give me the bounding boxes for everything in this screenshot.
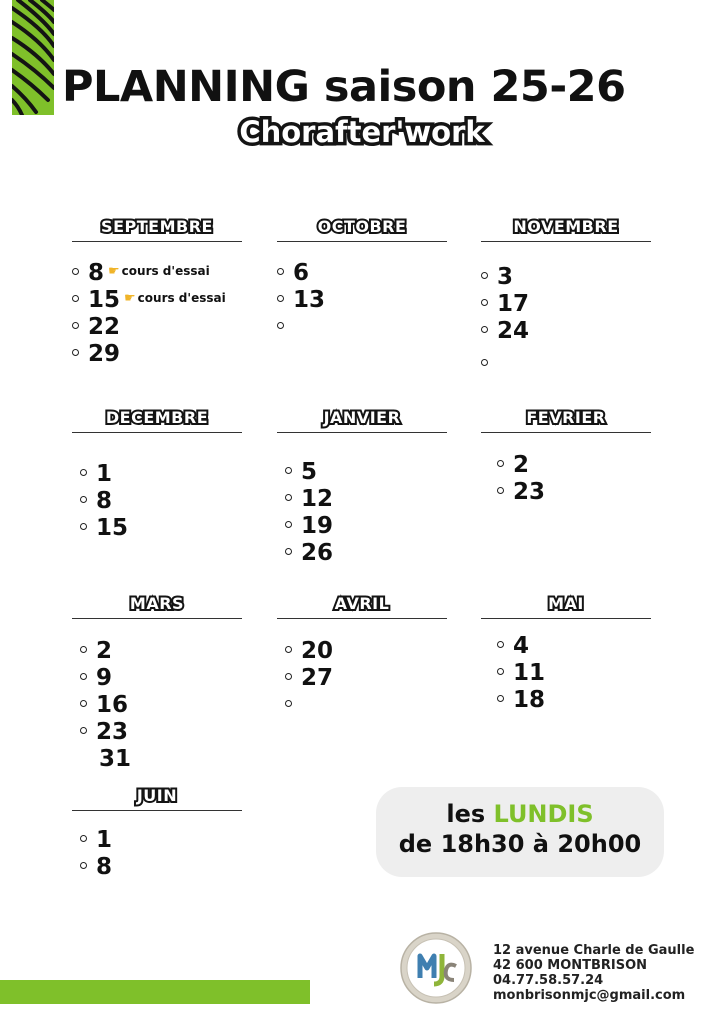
month-octobre xyxy=(277,216,447,341)
date-item: 1 xyxy=(80,461,242,488)
bullet-icon xyxy=(277,322,284,329)
date-item xyxy=(481,351,651,378)
date-item: 2 xyxy=(497,452,651,479)
bullet-icon xyxy=(497,487,504,494)
date-item: 18 xyxy=(497,687,651,714)
month-divider xyxy=(481,241,651,242)
date-list xyxy=(481,452,651,506)
month-fevrier xyxy=(481,407,651,506)
bullet-icon xyxy=(72,268,79,275)
month-mars xyxy=(72,593,242,773)
month-divider xyxy=(481,432,651,433)
page-subtitle: Chorafter'work xyxy=(239,115,485,149)
date-item: 24 xyxy=(481,318,651,345)
bullet-icon xyxy=(285,548,292,555)
date-item: 6 xyxy=(277,260,447,287)
bullet-icon xyxy=(80,700,87,707)
decorative-stripes-top xyxy=(12,0,54,115)
date-list xyxy=(72,461,242,542)
month-divider xyxy=(72,432,242,433)
phone-number: 04.77.58.57.24 xyxy=(493,973,604,988)
month-divider xyxy=(72,618,242,619)
month-divider xyxy=(277,618,447,619)
address-line-1: 12 avenue Charle de Gaulle xyxy=(493,943,695,958)
month-header: OCTOBRE xyxy=(317,217,407,236)
bullet-icon xyxy=(481,359,488,366)
bullet-icon xyxy=(285,494,292,501)
month-novembre xyxy=(481,216,651,378)
trial-note: ☛ cours d'essai xyxy=(124,291,226,306)
bullet-icon xyxy=(80,469,87,476)
date-item: 8 xyxy=(80,488,242,515)
bullet-icon xyxy=(481,272,488,279)
month-header: FEVRIER xyxy=(526,408,606,427)
date-item: 1 xyxy=(80,827,242,854)
contact-block xyxy=(493,943,694,1003)
bullet-icon xyxy=(285,467,292,474)
bullet-icon xyxy=(481,326,488,333)
month-header: JUIN xyxy=(136,786,178,805)
month-header: SEPTEMBRE xyxy=(101,217,213,236)
bullet-icon xyxy=(80,523,87,530)
date-item: 9 xyxy=(80,665,242,692)
date-item: 17 xyxy=(481,291,651,318)
bullet-icon xyxy=(80,835,87,842)
month-janvier xyxy=(277,407,447,567)
bullet-icon xyxy=(497,695,504,702)
bullet-icon xyxy=(80,673,87,680)
date-list xyxy=(481,264,651,378)
bullet-icon xyxy=(277,268,284,275)
pointing-hand-icon: ☛ xyxy=(108,264,120,279)
month-divider xyxy=(72,810,242,811)
date-list xyxy=(277,260,447,341)
pointing-hand-icon: ☛ xyxy=(124,291,136,306)
date-item: 31 xyxy=(99,746,132,772)
month-divider xyxy=(481,618,651,619)
bullet-icon xyxy=(277,295,284,302)
date-item: 23 xyxy=(497,479,651,506)
date-item: 23 xyxy=(80,719,242,746)
date-item: 26 xyxy=(285,540,447,567)
date-item: 2 xyxy=(80,638,242,665)
date-item: 4 xyxy=(497,633,651,660)
month-divider xyxy=(72,241,242,242)
date-item xyxy=(277,314,447,341)
schedule-day: LUNDIS xyxy=(493,800,594,828)
month-decembre xyxy=(72,407,242,542)
email-address: monbrisonmjc@gmail.com xyxy=(493,988,686,1003)
date-list xyxy=(481,633,651,714)
mjc-logo xyxy=(400,932,472,1004)
date-list xyxy=(277,638,447,719)
date-item: 16 xyxy=(80,692,242,719)
schedule-time: de 18h30 à 20h00 xyxy=(398,830,642,858)
bullet-icon xyxy=(285,673,292,680)
date-item: 20 xyxy=(285,638,447,665)
month-header: NOVEMBRE xyxy=(513,217,619,236)
month-header: AVRIL xyxy=(334,594,390,613)
date-list xyxy=(72,260,242,368)
bullet-icon xyxy=(72,349,79,356)
date-item: 5 xyxy=(285,459,447,486)
date-item: 8 xyxy=(80,854,242,881)
month-header: MAI xyxy=(548,594,584,613)
schedule-day-line: les LUNDIS xyxy=(446,800,594,828)
bullet-icon xyxy=(481,299,488,306)
month-header: DECEMBRE xyxy=(105,408,209,427)
decorative-bar-bottom xyxy=(0,980,310,1004)
date-item: 27 xyxy=(285,665,447,692)
bullet-icon xyxy=(80,862,87,869)
bullet-icon xyxy=(497,641,504,648)
month-header: JANVIER xyxy=(323,408,401,427)
bullet-icon xyxy=(72,322,79,329)
bullet-icon xyxy=(497,460,504,467)
date-item: 15 ☛ cours d'essai xyxy=(72,287,242,314)
bullet-icon xyxy=(285,700,292,707)
bullet-icon xyxy=(80,496,87,503)
bullet-icon xyxy=(72,295,79,302)
date-item: 8 ☛ cours d'essai xyxy=(72,260,242,287)
bullet-icon xyxy=(80,727,87,734)
bullet-icon xyxy=(497,668,504,675)
month-divider xyxy=(277,241,447,242)
date-item: 29 xyxy=(72,341,242,368)
trial-note: ☛ cours d'essai xyxy=(108,264,210,279)
date-item: 15 xyxy=(80,515,242,542)
date-item: 3 xyxy=(481,264,651,291)
bullet-icon xyxy=(285,646,292,653)
address-line-2: 42 600 MONTBRISON xyxy=(493,958,648,973)
month-divider xyxy=(277,432,447,433)
bullet-icon xyxy=(285,521,292,528)
date-item: 22 xyxy=(72,314,242,341)
date-item: 19 xyxy=(285,513,447,540)
month-header: MARS xyxy=(129,594,185,613)
date-list xyxy=(277,459,447,567)
date-item xyxy=(285,692,447,719)
month-juin xyxy=(72,785,242,881)
schedule-box xyxy=(376,787,664,877)
month-avril xyxy=(277,593,447,719)
date-list xyxy=(72,827,242,881)
month-septembre xyxy=(72,216,242,368)
date-item: 12 xyxy=(285,486,447,513)
date-item: 11 xyxy=(497,660,651,687)
date-list xyxy=(72,638,242,773)
page-title: PLANNING saison 25-26 xyxy=(62,62,626,112)
month-mai xyxy=(481,593,651,714)
bullet-icon xyxy=(80,646,87,653)
date-item: 13 xyxy=(277,287,447,314)
